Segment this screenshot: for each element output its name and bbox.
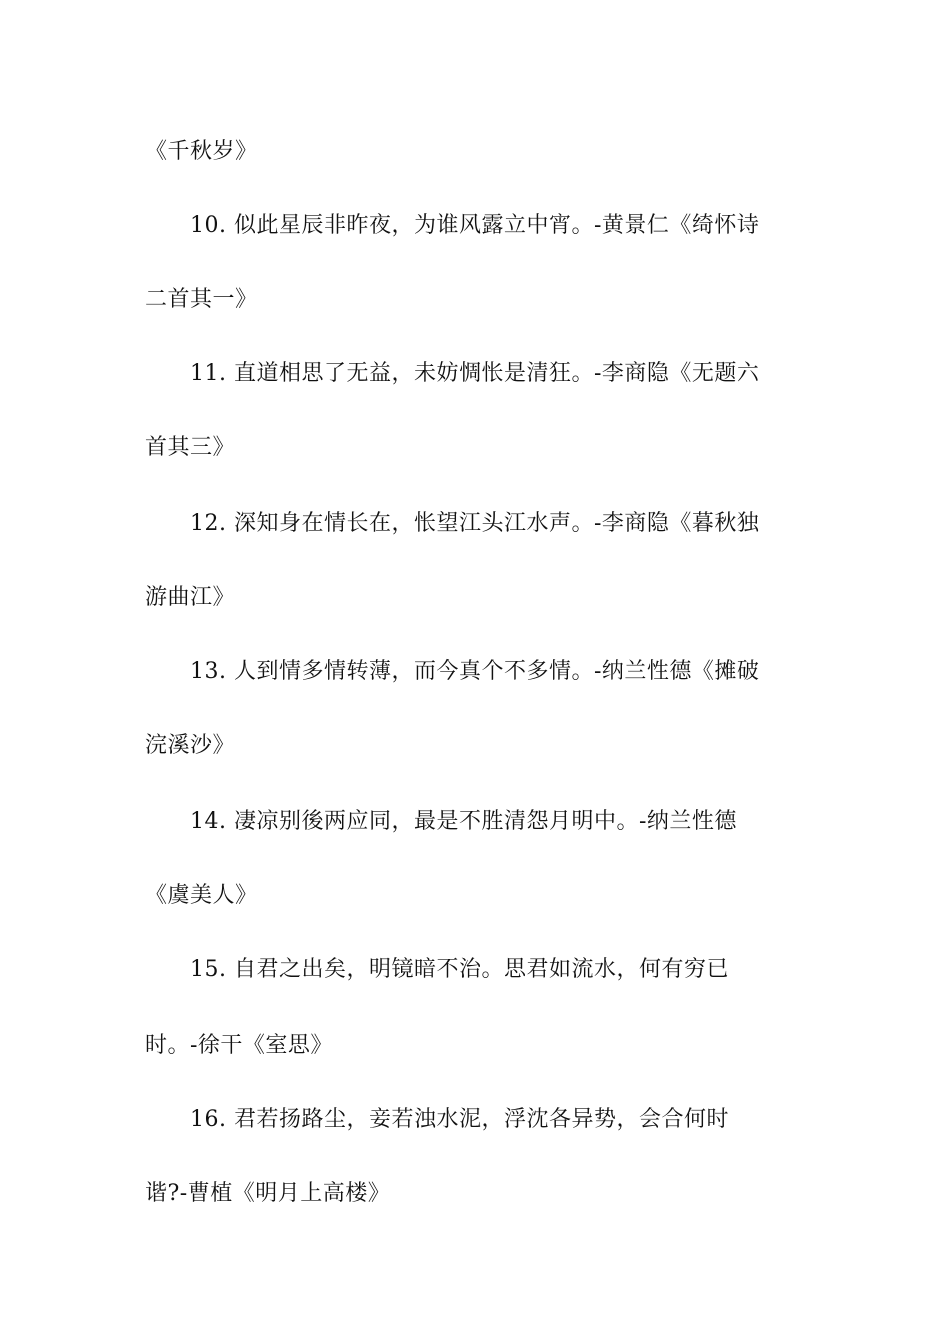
text-line: 13. 人到情多情转薄，而今真个不多情。-纳兰性德《摊破 <box>190 659 760 684</box>
text-line: 14. 凄凉别後两应同，最是不胜清怨月明中。-纳兰性德 <box>190 809 737 834</box>
text-line: 游曲江》 <box>145 585 236 610</box>
text-line: 时。-徐干《室思》 <box>145 1033 333 1058</box>
text-line: 16. 君若扬路尘，妾若浊水泥，浮沈各异势，会合何时 <box>190 1107 729 1132</box>
text-line: 首其三》 <box>145 435 236 460</box>
text-line: 12. 深知身在情长在，怅望江头江水声。-李商隐《暮秋独 <box>190 511 760 536</box>
text-line: 10. 似此星辰非昨夜，为谁风露立中宵。-黄景仁《绮怀诗 <box>190 213 760 238</box>
text-line: 《千秋岁》 <box>145 139 258 164</box>
text-line: 浣溪沙》 <box>145 733 236 758</box>
text-line: 11. 直道相思了无益，未妨惆怅是清狂。-李商隐《无题六 <box>190 361 760 386</box>
text-line: 《虞美人》 <box>145 883 258 908</box>
text-line: 15. 自君之出矣，明镜暗不治。思君如流水，何有穷已 <box>190 957 729 982</box>
text-line: 二首其一》 <box>145 287 258 312</box>
text-line: 谐?-曹植《明月上高楼》 <box>145 1181 391 1206</box>
